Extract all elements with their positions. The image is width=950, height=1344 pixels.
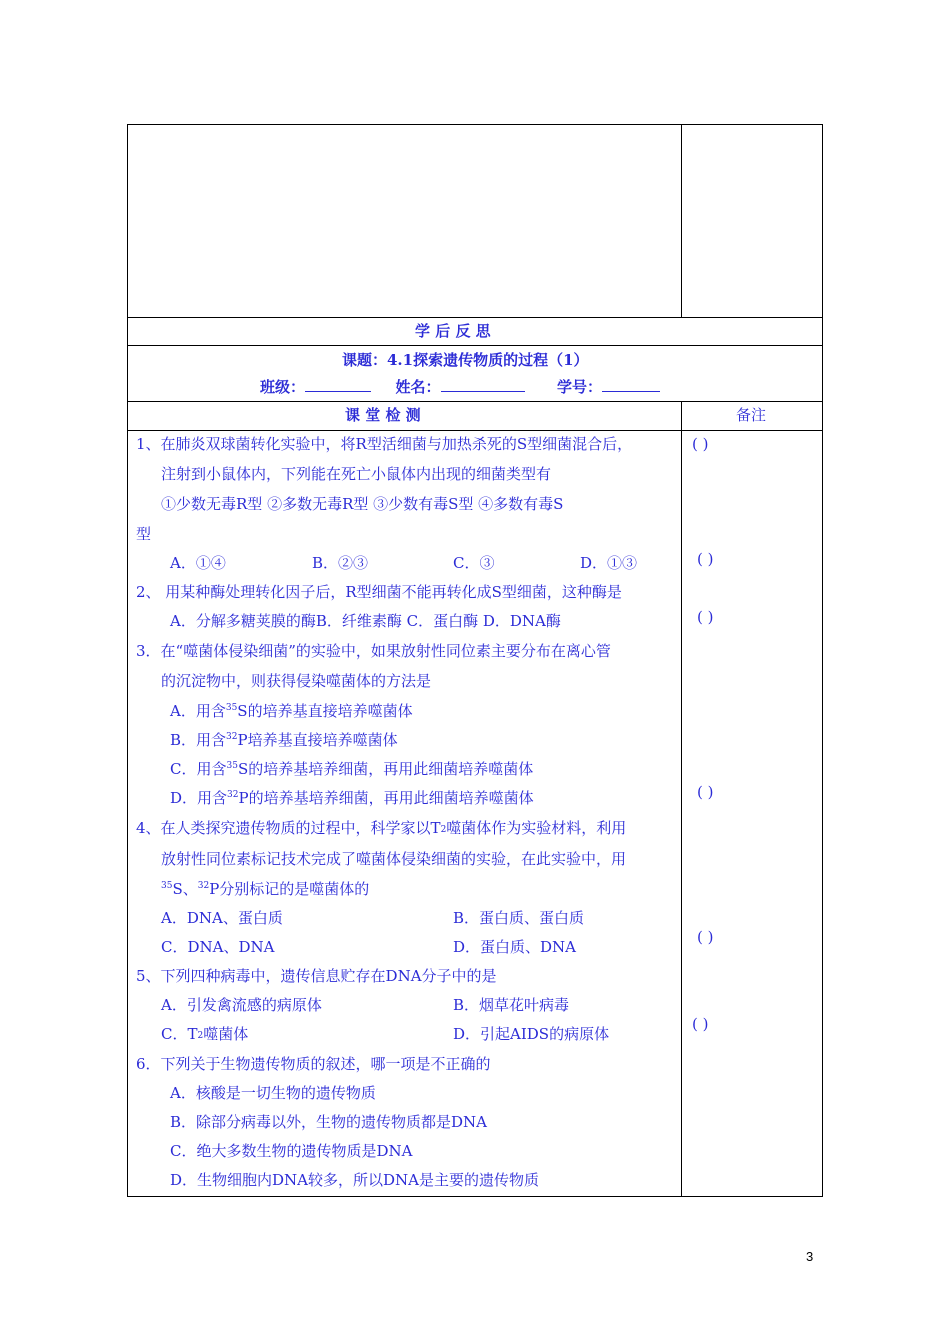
question-1-line: 型 [136,525,152,543]
question-5-line: 5、下列四种病毒中，遗传信息贮存在DNA分子中的是 [136,967,497,985]
question-1-line: 1、在肺炎双球菌转化实验中，将R型活细菌与加热杀死的S型细菌混合后， [136,435,633,453]
question-2-options: A．分解多糖荚膜的酶B．纤维素酶 C．蛋白酶 D．DNA酶 [170,612,561,630]
question-1-option-d: D．①③ [580,554,638,572]
name-label: 姓名： [395,378,441,396]
question-5-option-c: C．T2噬菌体 [161,1025,249,1043]
question-6-option-a: A．核酸是一切生物的遗传物质 [170,1084,376,1102]
question-3-line: 3．在“噬菌体侵染细菌”的实验中，如果放射性同位素主要分布在离心管 [136,642,611,660]
question-3-line: 的沉淀物中，则获得侵染噬菌体的方法是 [161,672,432,690]
row-divider [127,345,823,346]
question-4-line: 4、在人类探究遗传物质的过程中，科学家以T2噬菌体作为实验材料，利用 [136,819,627,837]
question-4-line: $^{35}$S、$^{32}$P分别标记的是噬菌体的 [161,880,370,898]
answer-slot[interactable]: ( ) [692,435,709,453]
question-1-option-b: B．②③ [312,554,369,572]
reflection-title: 学 后 反 思 [415,322,491,340]
student-info-row [260,377,660,397]
question-6-option-d: D．生物细胞内DNA较多，所以DNA是主要的遗传物质 [170,1171,539,1189]
question-4-option-a: A．DNA、蛋白质 [161,909,283,927]
question-1-line: 注射到小鼠体内，下列能在死亡小鼠体内出现的细菌类型有 [161,465,552,483]
lesson-topic: 课题：4.1探索遗传物质的过程（1） [342,351,589,369]
id-field[interactable] [602,377,660,392]
column-divider-top [681,124,682,318]
question-3-option-b: B．用含$^{32}$P培养基直接培养噬菌体 [170,731,398,749]
question-2-line: 2、 用某种酶处理转化因子后，R型细菌不能再转化成S型细菌，这种酶是 [136,583,622,601]
question-4-option-b: B．蛋白质、蛋白质 [453,909,585,927]
question-6-option-b: B．除部分病毒以外，生物的遗传物质都是DNA [170,1113,488,1131]
remarks-header: 备注 [736,406,767,424]
question-4-option-d: D．蛋白质、DNA [453,938,577,956]
answer-slot[interactable]: ( ) [697,928,714,946]
question-4-line: 放射性同位素标记技术完成了噬菌体侵染细菌的实验，在此实验中，用 [161,850,627,868]
row-divider [127,401,823,402]
class-field[interactable] [305,377,371,392]
question-5-option-a: A．引发禽流感的病原体 [161,996,322,1014]
test-title: 课 堂 检 测 [345,406,421,424]
answer-slot[interactable]: ( ) [697,783,714,801]
question-1-option-a: A．①④ [170,554,226,572]
answer-slot[interactable]: ( ) [692,1015,709,1033]
question-5-option-b: B．烟草花叶病毒 [453,996,570,1014]
question-3-option-d: D．用含$^{32}$P的培养基培养细菌，再用此细菌培养噬菌体 [170,789,534,807]
row-divider [127,430,823,431]
question-1-line: ①少数无毒R型 ②多数无毒R型 ③少数有毒S型 ④多数有毒S [161,495,564,513]
answer-slot[interactable]: ( ) [697,608,714,626]
question-4-option-c: C．DNA、DNA [161,938,275,956]
column-divider-bottom [681,401,682,1197]
question-3-option-a: A．用含$^{35}$S的培养基直接培养噬菌体 [170,702,413,720]
answer-slot[interactable]: ( ) [697,550,714,568]
question-6-line: 6．下列关于生物遗传物质的叙述，哪一项是不正确的 [136,1055,491,1073]
row-divider [127,317,823,318]
question-5-option-d: D．引起AIDS的病原体 [453,1025,610,1043]
question-3-option-c: C．用含$^{35}$S的培养基培养细菌，再用此细菌培养噬菌体 [170,760,534,778]
class-label: 班级： [260,378,306,396]
question-1-option-c: C．③ [453,554,495,572]
id-label: 学号： [556,378,602,396]
name-field[interactable] [441,377,525,392]
question-6-option-c: C．绝大多数生物的遗传物质是DNA [170,1142,413,1160]
page-number: 3 [806,1249,814,1264]
